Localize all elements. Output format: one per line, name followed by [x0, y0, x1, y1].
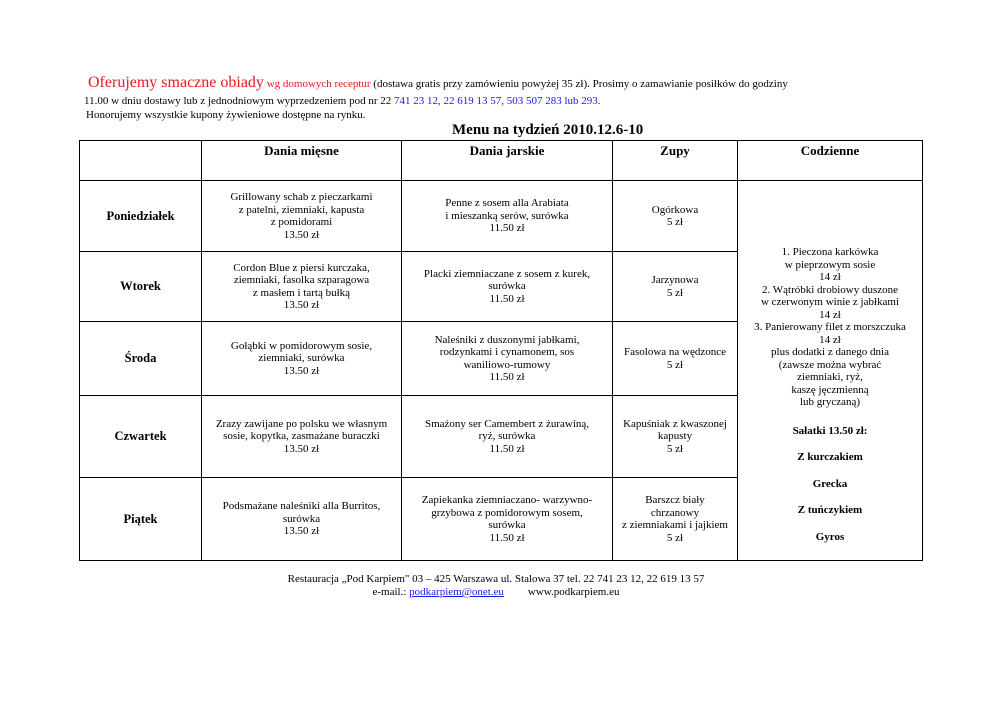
salads-title: Sałatki 13.50 zł:: [792, 424, 868, 437]
soup-name: Fasolowa na wędzonce: [623, 346, 727, 358]
order-info: 11.00 w dniu dostawy lub z jednodniowym wyprzedzeniem pod nr 22: [84, 95, 394, 107]
dish-line: Podsmażane naleśniki alla Burritos,: [222, 500, 381, 513]
dish-price: 13.50 zł: [283, 299, 320, 311]
dish-price: 13.50 zł: [283, 442, 320, 455]
meat-dish: [202, 252, 402, 322]
daily-line: ziemniaki, ryż,: [797, 371, 863, 383]
soup: [613, 252, 738, 322]
day-label: Czwartek: [80, 396, 202, 478]
dish-line: z patelni, ziemniaki, kapusta: [238, 203, 365, 216]
veg-dish: [402, 181, 613, 252]
menu-title: Menu na tydzień 2010.12.6-10: [452, 122, 644, 138]
dish-line: rodzynkami i cynamonem, sos: [439, 346, 575, 358]
soup-name: kapusty: [657, 430, 693, 443]
offer-headline: Oferujemy smaczne obiady: [88, 74, 264, 91]
daily-line: 2. Wątróbki drobiowy duszone: [761, 283, 899, 296]
dish-line: Zapiekanka ziemniaczano- warzywno-: [421, 494, 593, 506]
header-daily: Codzienne: [738, 141, 923, 181]
dish-line: i mieszanką serów, surówka: [445, 209, 569, 222]
header-veg: Dania jarskie: [402, 141, 613, 181]
phone-numbers[interactable]: 741 23 12, 22 619 13 57, 503 507 283 lub 293.: [393, 95, 601, 107]
soup: [613, 478, 738, 561]
daily-line: plus dodatki z danego dnia: [771, 346, 889, 358]
soup-name: Barszcz biały: [645, 494, 705, 506]
soup-price: 5 zł: [666, 216, 684, 228]
dish-price: 11.50 zł: [489, 292, 525, 305]
daily-line: kaszę jęczmienną: [791, 383, 869, 396]
header-meat: Dania mięsne: [202, 141, 402, 181]
soup: [613, 396, 738, 478]
veg-dish: [402, 478, 613, 561]
row-monday: [80, 181, 923, 252]
dish-price: 13.50 zł: [283, 364, 320, 377]
dish-line: Smażony ser Camembert z żurawiną,: [424, 417, 590, 430]
day-label: Piątek: [80, 478, 202, 561]
salad-item: Grecka: [812, 477, 848, 490]
soup-name: Ogórkowa: [651, 203, 699, 216]
header-empty: [80, 141, 202, 181]
dish-line: z pomidorami: [270, 216, 333, 228]
daily-specials: [738, 181, 923, 561]
daily-line: w pieprzowym sosie: [784, 258, 876, 271]
footer-contact: [0, 586, 992, 599]
soup-price: 5 zł: [666, 442, 684, 455]
daily-line: lub gryczaną): [799, 396, 861, 408]
dish-line: Gołąbki w pomidorowym sosie,: [230, 339, 373, 352]
dish-price: 11.50 zł: [489, 371, 525, 383]
dish-line: ryż, surówka: [478, 430, 536, 443]
day-label: Wtorek: [80, 252, 202, 322]
dish-line: ziemniaki, fasolka szparagowa: [233, 274, 370, 286]
soup-price: 5 zł: [666, 531, 684, 544]
email-label: e-mail.:: [372, 586, 410, 598]
soup-price: 5 zł: [666, 286, 684, 299]
weekly-menu-table: [79, 140, 923, 561]
day-label: Środa: [80, 322, 202, 396]
veg-dish: [402, 252, 613, 322]
veg-dish: [402, 396, 613, 478]
intro-line-2: [84, 94, 601, 108]
salad-item: Z tuńczykiem: [797, 504, 863, 516]
dish-price: 13.50 zł: [283, 228, 320, 241]
daily-line: 14 zł: [819, 271, 841, 283]
meat-dish: [202, 181, 402, 252]
dish-price: 13.50 zł: [283, 525, 320, 538]
daily-line: 3. Panierowany filet z morszczuka: [754, 321, 906, 333]
day-label: Poniedziałek: [80, 181, 202, 252]
salad-item: Gyros: [815, 530, 845, 543]
dish-line: sosie, kopytka, zasmażane buraczki: [223, 430, 380, 443]
offer-details: (dostawa gratis przy zamówieniu powyżej 35 zł). Prosimy o zamawianie posiłków do godziny: [370, 78, 788, 90]
dish-line: Grillowany schab z pieczarkami: [230, 191, 373, 203]
meat-dish: [202, 322, 402, 396]
dish-line: waniliowo-rumowy: [463, 358, 551, 371]
dish-line: Placki ziemniaczane z sosem z kurek,: [423, 267, 591, 280]
dish-line: grzybowa z pomidorowym sosem,: [431, 506, 583, 519]
daily-line: (zawsze można wybrać: [778, 358, 882, 371]
offer-subheadline: wg domowych receptur: [263, 78, 371, 90]
soup-name: Jarzynowa: [651, 274, 699, 286]
soup: [613, 181, 738, 252]
dish-line: Naleśniki z duszonymi jabłkami,: [434, 333, 580, 346]
header-soup: Zupy: [613, 141, 738, 181]
meat-dish: [202, 396, 402, 478]
intro-line-1: [88, 76, 788, 91]
daily-line: w czerwonym winie z jabłkami: [760, 296, 900, 308]
soup-name: z ziemniakami i jajkiem: [622, 519, 728, 531]
dish-line: surówka: [488, 519, 526, 531]
dish-line: surówka: [282, 512, 321, 525]
soup-name: Kapuśniak z kwaszonej: [623, 417, 727, 430]
soup: [613, 322, 738, 396]
footer-address: Restauracja „Pod Karpiem" 03 – 425 Warszawa ul. Stalowa 37 tel. 22 741 23 12, 22 619 13 57: [287, 573, 705, 585]
soup-name: chrzanowy: [650, 506, 700, 519]
veg-dish: [402, 322, 613, 396]
email-link[interactable]: podkarpiem@onet.eu: [409, 586, 504, 598]
dish-line: ziemniaki, surówka: [258, 352, 345, 365]
meat-dish: [202, 478, 402, 561]
dish-price: 11.50 zł: [489, 442, 525, 455]
dish-line: surówka: [488, 280, 526, 293]
dish-line: z masłem i tartą bułką: [252, 286, 351, 299]
voucher-info: Honorujemy wszystkie kupony żywieniowe dostępne na rynku.: [86, 109, 366, 121]
daily-line: 14 zł: [819, 308, 841, 321]
dish-price: 11.50 zł: [489, 222, 525, 235]
dish-line: Zrazy zawijane po polsku we własnym: [215, 417, 388, 430]
dish-line: Cordon Blue z piersi kurczaka,: [233, 261, 370, 274]
daily-line: 14 zł: [819, 333, 841, 346]
header-row: [80, 141, 923, 181]
dish-price: 11.50 zł: [489, 531, 525, 544]
daily-line: 1. Pieczona karkówka: [781, 246, 879, 258]
soup-price: 5 zł: [666, 358, 684, 371]
salad-item: Z kurczakiem: [797, 451, 863, 463]
website-text: www.podkarpiem.eu: [527, 586, 620, 598]
dish-line: Penne z sosem alla Arabiata: [445, 197, 569, 210]
